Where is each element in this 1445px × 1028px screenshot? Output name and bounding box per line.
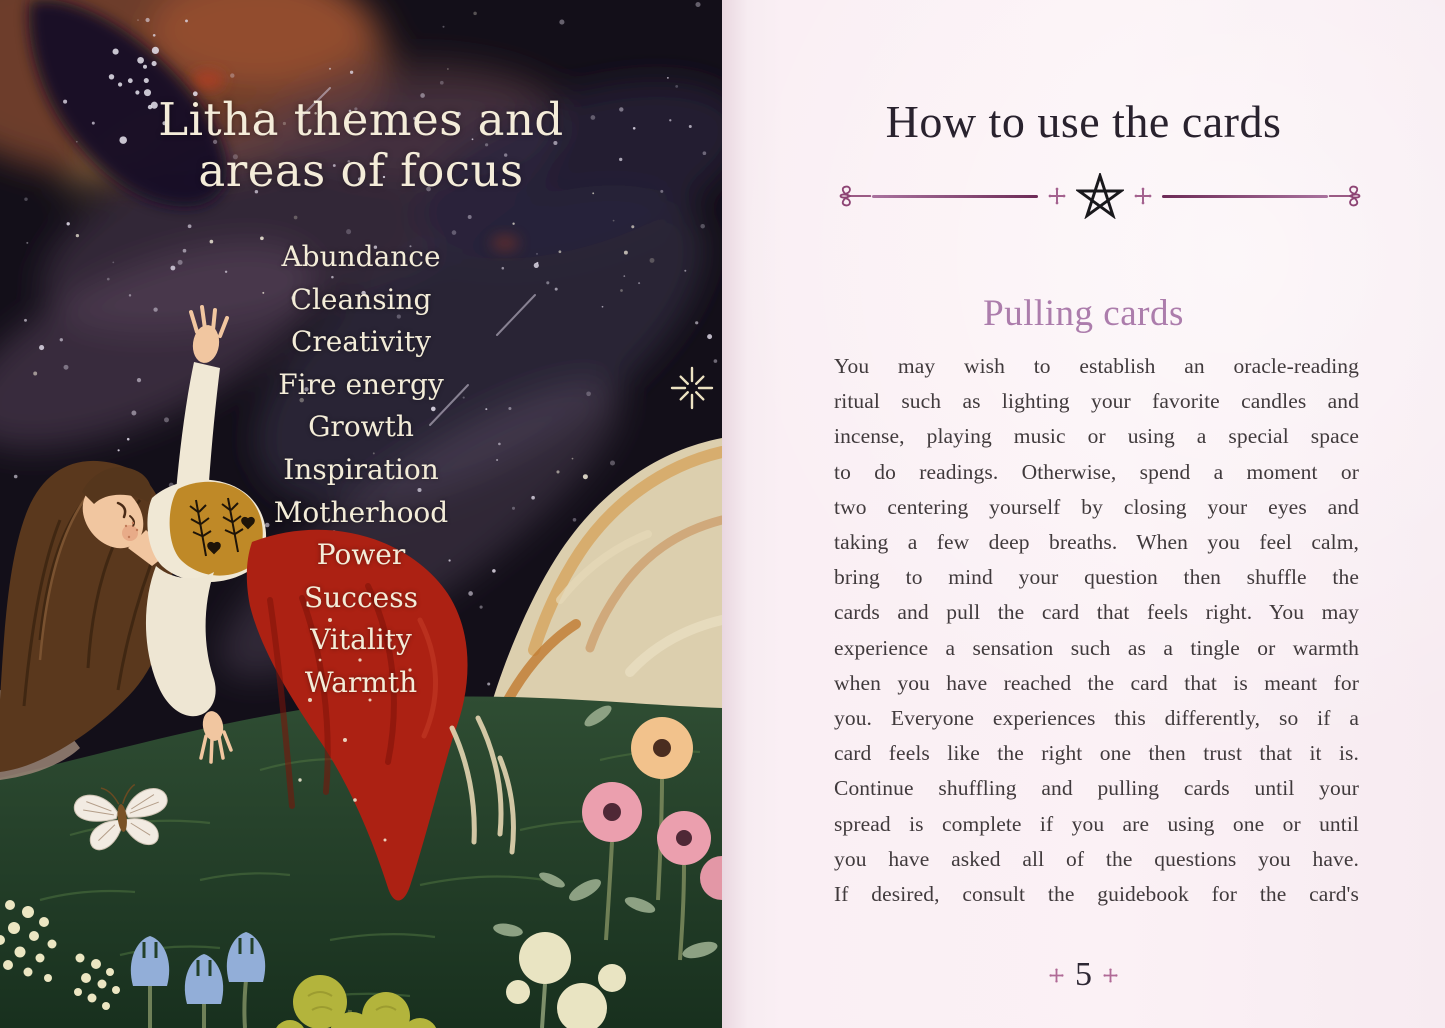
- body-line: cards and pull the card that feels right. You may: [834, 600, 1359, 625]
- left-page: [0, 0, 722, 1028]
- body-line: to do readings. Otherwise, spend a moment or: [834, 459, 1359, 484]
- theme-item: Power: [316, 538, 406, 572]
- budded-cross-icon: [1103, 968, 1118, 983]
- body-line: you have asked all of the questions you have.: [834, 846, 1359, 871]
- body-line: bring to mind your question then shuffle the: [834, 565, 1359, 590]
- divider-line-right: [1162, 195, 1328, 198]
- page-number: [722, 956, 1445, 994]
- flourish-left-icon: [838, 181, 872, 211]
- body-line: when you have reached the card that is meant for: [834, 670, 1359, 695]
- pentagram-icon: [1076, 173, 1124, 219]
- body-line: spread is complete if you are using one or until: [834, 811, 1359, 836]
- title-line-1: Litha themes and: [158, 93, 564, 146]
- body-text: [834, 349, 1359, 912]
- theme-item: Creativity: [290, 325, 432, 359]
- section-divider: [838, 172, 1362, 220]
- body-line: card feels like the right one then trust that it is.: [834, 741, 1359, 766]
- divider-line-left: [872, 195, 1038, 198]
- budded-cross-icon: [1049, 968, 1064, 983]
- body-line: Continue shuffling and pulling cards until your: [834, 776, 1359, 801]
- theme-item: Fire energy: [278, 367, 444, 401]
- budded-cross-icon: [1134, 187, 1152, 205]
- body-line: You may wish to establish an oracle-reading: [834, 354, 1359, 378]
- theme-item: Cleansing: [290, 282, 432, 316]
- body-line: incense, playing music or using a special space: [834, 424, 1359, 449]
- theme-item: Warmth: [304, 665, 418, 699]
- body-line: experience a sensation such as a tingle or warmth: [834, 635, 1359, 660]
- page-number-value: 5: [1075, 956, 1092, 993]
- theme-item: Growth: [308, 410, 414, 444]
- left-page-title: [0, 94, 722, 197]
- body-line: taking a few deep breaths. When you feel calm,: [834, 530, 1359, 555]
- theme-item: Abundance: [281, 240, 441, 273]
- themes-list: [0, 236, 722, 705]
- flourish-right-icon: [1328, 181, 1362, 211]
- theme-item: Success: [304, 580, 418, 614]
- right-page: [722, 0, 1445, 1028]
- title-line-2: areas of focus: [198, 144, 524, 198]
- budded-cross-icon: [1048, 187, 1066, 205]
- body-line: If desired, consult the guidebook for the card's: [834, 882, 1359, 907]
- page-title: How to use the cards: [885, 96, 1282, 147]
- body-line: two centering yourself by closing your eyes and: [834, 494, 1359, 519]
- section-heading: Pulling cards: [983, 293, 1184, 334]
- body-line: you. Everyone experiences this differently, so if a: [834, 706, 1359, 731]
- theme-item: Vitality: [310, 623, 412, 657]
- theme-item: Inspiration: [283, 452, 439, 486]
- theme-item: Motherhood: [273, 495, 449, 529]
- body-line: ritual such as lighting your favorite candles and: [834, 389, 1359, 414]
